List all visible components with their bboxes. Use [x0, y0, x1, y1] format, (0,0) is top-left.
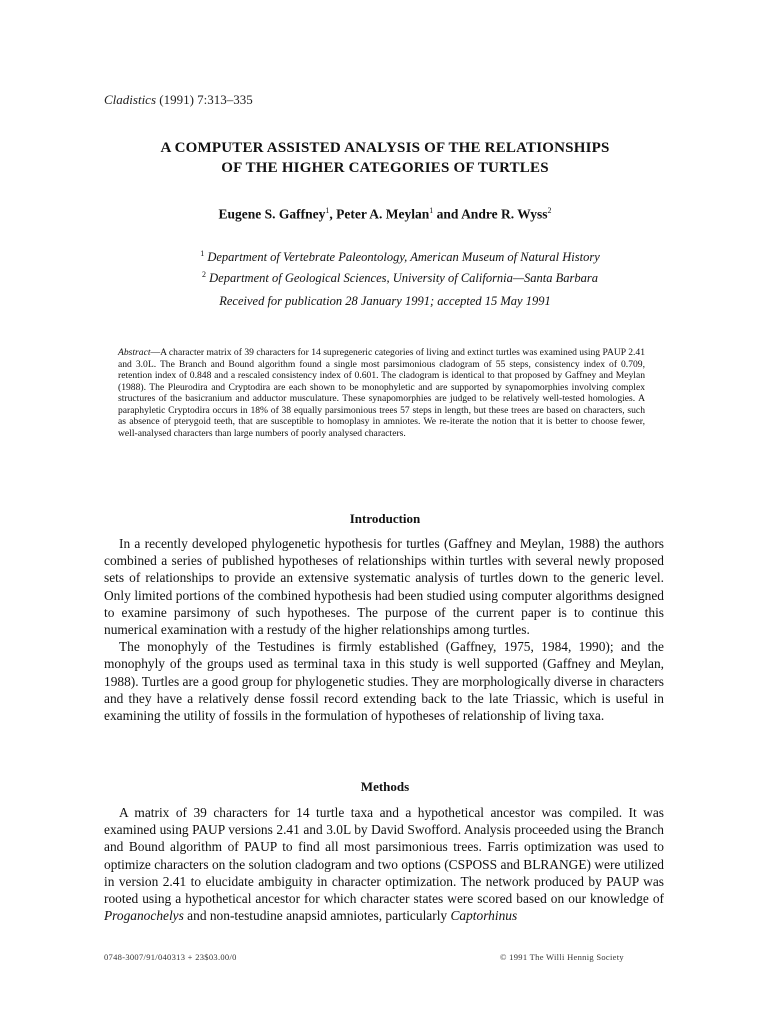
footer-issn: 0748-3007/91/040313 + 23$03.00/0 — [104, 952, 237, 962]
author-name: Andre R. Wyss — [461, 206, 548, 222]
methods-body — [104, 804, 664, 924]
received-dates: Received for publication 28 January 1991; accepted 15 May 1991 — [219, 294, 551, 308]
paragraph: The monophyly of the Testudines is firmly established (Gaffney, 1975, 1984, 1990); and the monophyly of the groups used as terminal taxa in this study is well supported (Gaffney and Meylan, 1988). Turtles are a good group for phylogenetic studies. They are morphologically diverse in characters and they have a relatively dense fossil record extending back to the late Triassic, which is useful in examining the utility of fossils in the formulation of hypotheses of relationship of living taxa. — [104, 639, 664, 724]
paragraph — [104, 804, 664, 924]
affiliation-line — [140, 266, 660, 287]
introduction-heading: Introduction — [349, 511, 421, 526]
text-run: A matrix of 39 characters for 14 turtle taxa and a hypothetical ancestor was compiled. It was examined using PAUP versions 2.41 and 3.0L by David Swofford. Analysis proceeded using the Branch and Bound algorithm of PAUP to find all most parsimonious trees. Farris optimization was used to optimize characters on the solution cladogram and two options (CSPOSS and BLRANGE) were utilized in version 2.41 to elucidate ambiguity in character optimization. The network produced by PAUP was rooted using a hypothetical ancestor for which character states were scored based on our knowledge of — [104, 805, 664, 907]
affiliation-text: Department of Vertebrate Paleontology, American Museum of Natural History — [207, 250, 600, 265]
author-separator: , — [329, 206, 337, 222]
title-line-2: OF THE HIGHER CATEGORIES OF TURTLES — [221, 160, 549, 176]
abstract-label: Abstract — [118, 347, 151, 358]
author-name: Eugene S. Gaffney — [218, 206, 326, 222]
introduction-body — [104, 535, 664, 724]
abstract — [118, 347, 645, 439]
footer-copyright: © 1991 The Willi Hennig Society — [500, 952, 624, 962]
author-affiliation-mark: 1 — [429, 206, 434, 215]
affiliation-number: 2 — [202, 270, 207, 280]
author-separator: and — [433, 206, 462, 222]
journal-citation — [104, 92, 253, 108]
paragraph: In a recently developed phylogenetic hypothesis for turtles (Gaffney and Meylan, 1988) the authors combined a series of published hypotheses of relationships within turtles with several newly proposed sets of relationships to provide an extensive systematic analysis of turtles down to the generic level. Only limited portions of the combined hypothesis had been studied using computer algorithms designed to examine parsimony of such hypotheses. The purpose of the current paper is to continue this numerical examination with a restudy of the higher relationships among turtles. — [104, 536, 664, 638]
taxon-name: Proganochelys — [104, 908, 184, 924]
taxon-name: Captorhinus — [450, 908, 518, 924]
article-title — [90, 138, 680, 178]
affiliations — [140, 245, 660, 287]
affiliation-number: 1 — [200, 249, 205, 258]
title-line-1: A COMPUTER ASSISTED ANALYSIS OF THE RELATIONSHIPS — [160, 140, 610, 156]
journal-name: Cladistics — [104, 92, 157, 107]
abstract-text: —A character matrix of 39 characters for 14 supregeneric categories of living and extinct turtles was examined using PAUP 2.41 and 3.0L. The Branch and Bound algorithm found a single most parsimonious cladogram of 55 steps, consistency index of 0.709, retention index of 0.848 and a rescaled consistency index of 0.601. The cladogram is identical to that proposed by Gaffney and Meylan (1988). The Pleurodira and Cryptodira are each shown to be monophyletic and are supported by synapomorphies involving complex structures of the basicranium and adductor musculature. These synapomorphies are judged to be relatively well-tested homologies. A paraphyletic Cryptodira occurs in 18% of 38 equally parsimonious trees 57 steps in length, but these trees are based on characters, such as absence of pterygoid teeth, that are susceptible to homoplasy in amniotes. We re-iterate the notion that it is better to choose fewer, well-analysed characters than large numbers of poorly analysed characters. — [118, 347, 645, 439]
affiliation-line — [140, 245, 660, 266]
methods-heading: Methods — [360, 779, 410, 794]
author-affiliation-mark: 1 — [325, 206, 330, 215]
author-name: Peter A. Meylan — [336, 206, 430, 222]
affiliation-text: Department of Geological Sciences, University of California—Santa Barbara — [209, 271, 598, 286]
author-list — [90, 206, 680, 223]
volume-pages: (1991) 7:313–335 — [159, 92, 253, 107]
author-affiliation-mark: 2 — [547, 206, 552, 215]
text-run: and non-testudine anapsid amniotes, particularly — [183, 908, 451, 924]
